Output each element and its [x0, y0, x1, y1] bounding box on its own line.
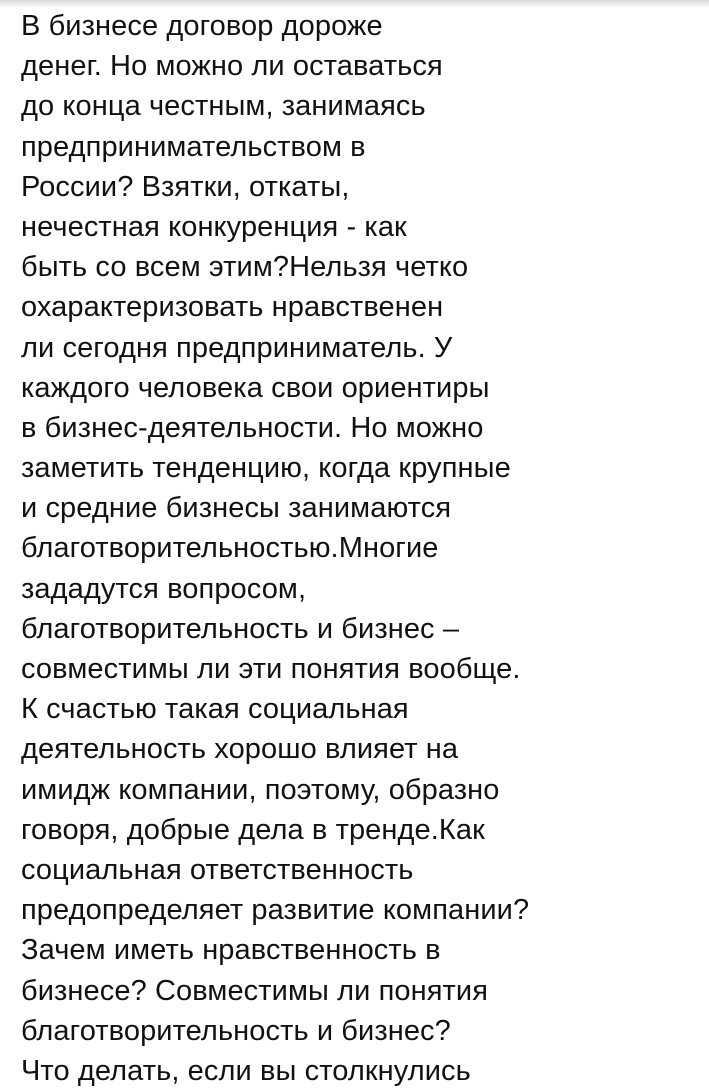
text-line: благотворительность и бизнес –: [21, 612, 460, 645]
text-line: России? Взятки, откаты,: [21, 170, 350, 203]
text-line: Что делать, если вы столкнулись: [21, 1054, 471, 1087]
text-line: социальная ответственность: [21, 853, 414, 886]
text-line: в бизнес-деятельности. Но можно: [21, 411, 484, 444]
text-line: денег. Но можно ли оставаться: [21, 50, 443, 83]
text-line: благотворительность и бизнес?: [21, 1014, 451, 1047]
text-line: В бизнесе договор дороже: [21, 10, 383, 42]
text-line: предпринимательством в: [21, 130, 366, 163]
text-line: быть со всем этим?Нельзя четко: [21, 251, 469, 284]
text-line: каждого человека свои ориентиры: [21, 371, 490, 404]
text-line: К счастью такая социальная: [21, 693, 409, 726]
text-line: охарактеризовать нравственен: [21, 291, 444, 324]
text-line: совместимы ли эти понятия вообще.: [21, 653, 521, 685]
text-line: бизнесе? Совместимы ли понятия: [21, 974, 489, 1007]
text-line: заметить тенденцию, когда крупные: [21, 452, 511, 485]
text-line: деятельность хорошо влияет на: [21, 733, 459, 766]
text-line: Зачем иметь нравственность в: [21, 934, 441, 967]
text-line: имидж компании, поэтому, образно: [21, 773, 500, 806]
text-line: нечестная конкуренция - как: [21, 210, 407, 243]
text-line: и средние бизнесы занимаются: [21, 492, 452, 525]
essay-text: [21, 6, 701, 1091]
text-line: ли сегодня предприниматель. У: [21, 331, 453, 364]
text-line: благотворительностью.Многие: [21, 532, 439, 565]
text-line: говоря, добрые дела в тренде.Как: [21, 813, 485, 846]
text-line: предопределяет развитие компании?: [21, 894, 530, 927]
text-line: до конца честным, занимаясь: [21, 90, 426, 123]
text-line: зададутся вопросом,: [21, 572, 307, 605]
